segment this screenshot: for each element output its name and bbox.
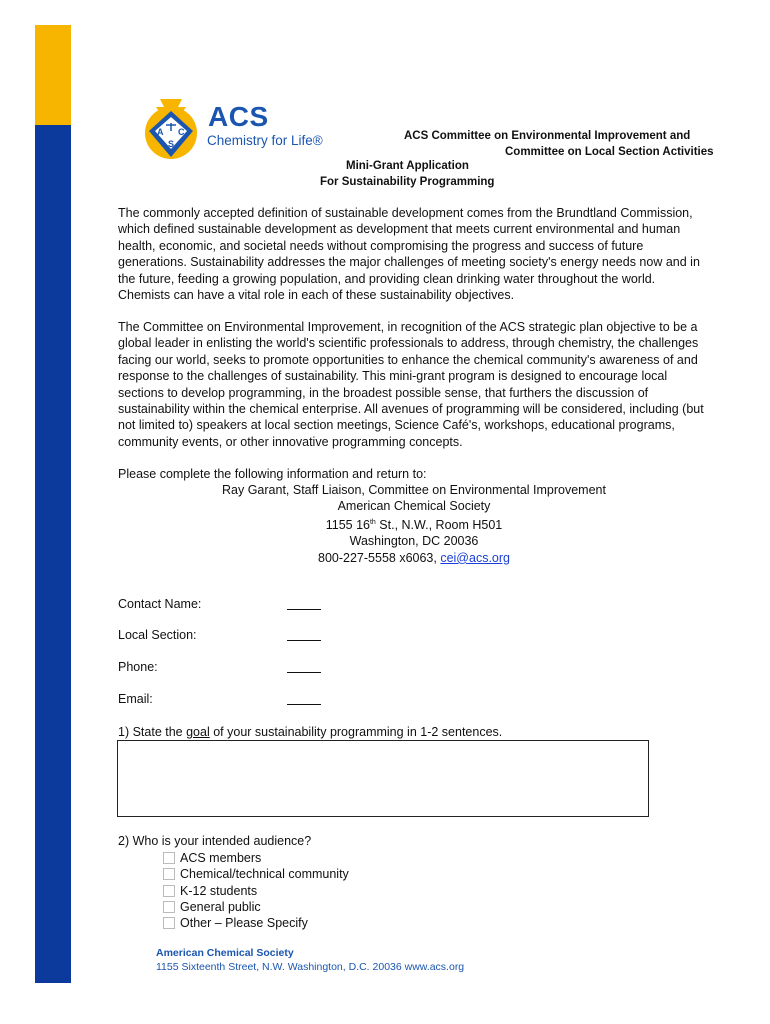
local-section-field[interactable] [287, 628, 321, 641]
audience-option-general-public[interactable]: General public [163, 899, 349, 915]
instructions-paragraph: Please complete the following information and return to: [118, 467, 427, 481]
acs-logo [138, 97, 328, 165]
address-line-2: American Chemical Society [337, 499, 491, 514]
checkbox[interactable] [163, 901, 175, 913]
audience-option-other[interactable]: Other – Please Specify [163, 915, 349, 931]
svg-text:S: S [168, 139, 175, 149]
phone-label: Phone: [118, 660, 158, 674]
header-committee-line2: Committee on Local Section Activities [505, 146, 714, 158]
header-committee-line1: ACS Committee on Environmental Improvement and [404, 130, 691, 142]
contact-name-label: Contact Name: [118, 597, 202, 611]
audience-option-acs-members[interactable]: ACS members [163, 850, 349, 866]
footer-address: 1155 Sixteenth Street, N.W. Washington, D.C. 20036 www.acs.org [156, 961, 465, 973]
svg-text:A: A [157, 127, 164, 137]
footer [156, 946, 464, 974]
checkbox[interactable] [163, 868, 175, 880]
email-link[interactable]: cei@acs.org [440, 550, 510, 565]
checkbox[interactable] [163, 885, 175, 897]
audience-options [163, 850, 349, 931]
question-1: 1) State the goal of your sustainability programming in 1-2 sentences. [118, 725, 503, 739]
email-label: Email: [118, 692, 153, 706]
intro-paragraph-2: The Committee on Environmental Improvement, in recognition of the ACS strategic plan objective to be a global leader in enlisting the world's scientific professionals to address, through chemistry, the challenges facing our world, seeks to promote opportunities to enhance the chemical community's awareness of and response to the challenges of sustainability. This mini-grant program is designed to encourage local sections to develop programming, in the broadest possible sense, that furthers the discussion of sustainability within the chemical enterprise. All avenues of programming will be considered, including (but not limited to) speakers at local section meetings, Science Café's, workshops, educational programs, community events, or other innovative programming concepts. [118, 320, 704, 449]
footer-org: American Chemical Society [156, 947, 294, 959]
intro-paragraph-1: The commonly accepted definition of sustainable development comes from the Brundtland Commission, which defined sustainable development as development that meets current environmental and human health, economic, and societal needs without compromising the progress and success of future generations. Sustainability addresses the major challenges of meeting society's energy needs now and in the future, feeding a growing population, and providing clean drinking water throughout the world. Chemists can have a vital role in each of these sustainability objectives. [118, 206, 700, 303]
header-subtitle: For Sustainability Programming [320, 176, 495, 188]
phone-field[interactable] [287, 660, 321, 673]
question-2: 2) Who is your intended audience? [118, 834, 312, 848]
side-bar-blue [35, 125, 71, 983]
checkbox[interactable] [163, 852, 175, 864]
address-line-5: 800-227-5558 x6063, cei@acs.org [318, 550, 510, 565]
acs-seal-icon [138, 97, 204, 159]
header-title: Mini-Grant Application [346, 160, 469, 172]
logo-wordmark: ACS [208, 101, 269, 132]
svg-text:C: C [178, 127, 185, 137]
email-field[interactable] [287, 692, 321, 705]
contact-name-field[interactable] [287, 597, 321, 610]
address-line-3: 1155 16th St., N.W., Room H501 [325, 517, 503, 532]
return-address [118, 482, 710, 566]
address-line-4: Washington, DC 20036 [349, 534, 479, 549]
audience-option-k12[interactable]: K-12 students [163, 883, 349, 899]
goal-textarea[interactable] [117, 740, 649, 817]
logo-tagline: Chemistry for Life® [207, 133, 323, 148]
side-bar-yellow [35, 25, 71, 125]
checkbox[interactable] [163, 917, 175, 929]
local-section-label: Local Section: [118, 628, 197, 642]
address-line-1: Ray Garant, Staff Liaison, Committee on Environmental Improvement [222, 483, 606, 497]
audience-option-chemical-community[interactable]: Chemical/technical community [163, 866, 349, 882]
